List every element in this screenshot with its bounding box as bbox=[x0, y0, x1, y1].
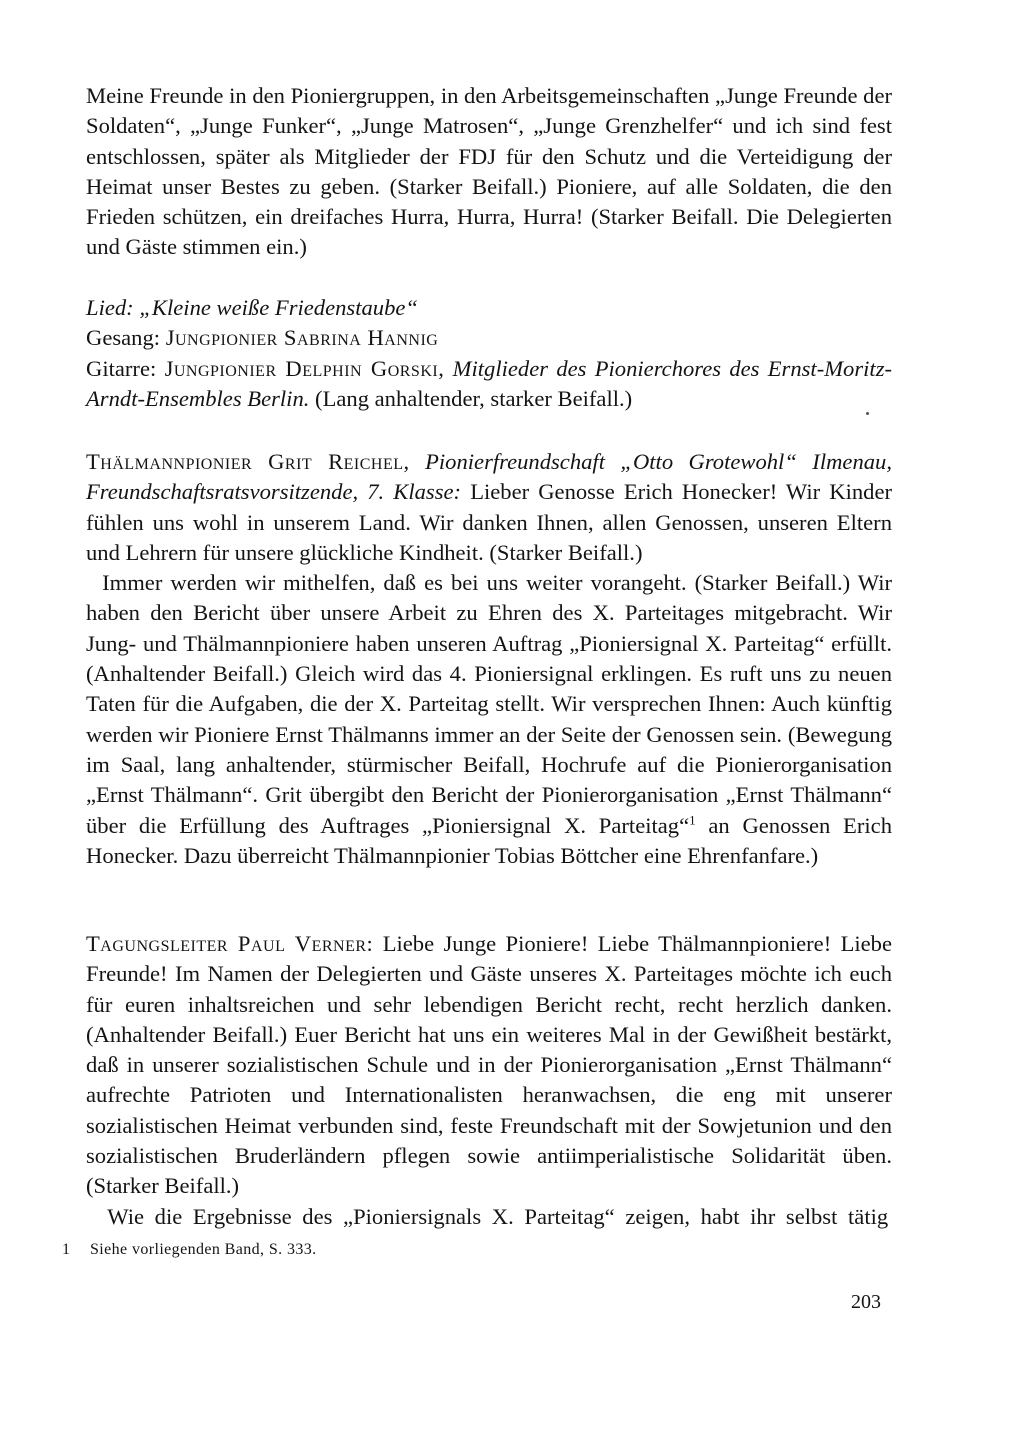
song-line-gesang bbox=[86, 323, 892, 353]
verner-paragraph-1 bbox=[86, 929, 892, 1202]
speech-text: Wie die Ergebnisse des „Pioniersignals X. Parteitag“ zeigen, habt ihr selbst tätig bbox=[107, 1203, 889, 1229]
speech-text: Liebe Junge Pioniere! Liebe Thälmannpioniere! Liebe Freunde! Im Namen der Delegierten und Gäste unseres X. Parteitages möchte ich euch für euren inhaltsreichen und sehr lebendigen Bericht recht, recht herzlich danken. (Anhaltender Beifall.) Euer Bericht hat uns ein weiteres Mal in der Gewißheit bestärkt, daß in unserer sozialistischen Schule und in der Pionierorganisation „Ernst Thälmann“ aufrechte Patrioten und Internationalisten heranwachsen, die eng mit unserer sozialistischen Heimat verbunden sind, feste Freundschaft mit der Sowjetunion und den sozialistischen Bruderländern pflegen sowie antiimperialistische Solidarität üben. (Starker Beifall.) bbox=[86, 931, 892, 1199]
lied-label: Lied: bbox=[86, 295, 134, 320]
verner-paragraph-2 bbox=[86, 1202, 892, 1232]
page-number: 203 bbox=[851, 1291, 881, 1313]
speech-text: Lieber Genosse Erich Honecker! Wir Kinder fühlen uns wohl in unserem Land. Wir danken Ihnen, allen Genossen, unseren Eltern und Lehrern für unsere glückliche Kindheit. (Starker Beifall.) bbox=[86, 479, 892, 565]
speech-verner bbox=[86, 929, 892, 1232]
speck-mark bbox=[866, 412, 869, 415]
song-applause: (Lang anhaltender, starker Beifall.) bbox=[315, 385, 633, 411]
footnote bbox=[62, 1240, 317, 1260]
speaker-name: Tagungsleiter Paul Verner: bbox=[86, 931, 374, 956]
footnote-reference: 1 bbox=[689, 812, 696, 828]
gesang-performer: Jungpionier Sabrina Hannig bbox=[165, 325, 439, 351]
song-line-gitarre bbox=[86, 354, 892, 415]
reichel-paragraph-2 bbox=[86, 568, 892, 871]
footnote-text: Siehe vorliegenden Band, S. 333. bbox=[90, 1241, 317, 1258]
speech-reichel bbox=[86, 447, 892, 871]
ensemble-name: Mitglieder des Pionierchores des Ernst-Moritz-Arndt-Ensembles Berlin. bbox=[86, 355, 893, 411]
paragraph-text: Meine Freunde in den Pioniergruppen, in den Arbeitsgemeinschaften „Junge Freunde der Soldaten“, „Junge Funker“, „Junge Matrosen“, „Junge Grenzhelfer“ und ich sind fest entschlossen, später als Mitglieder der FDJ für den Schutz und die Verteidigung der Heimat unser Bestes zu geben. (Starker Beifall.) Pioniere, auf alle Soldaten, die den Frieden schützen, ein dreifaches Hurra, Hurra, Hurra! (Starker Beifall. Die Delegierten und Gäste stimmen ein.) bbox=[86, 83, 892, 260]
reichel-paragraph-1 bbox=[86, 447, 892, 568]
song-line-lied bbox=[86, 293, 892, 323]
paragraph-pioneer-pledge bbox=[86, 81, 892, 263]
speaker-name: Thälmannpionier Grit Reichel, bbox=[86, 449, 410, 474]
speech-text: Immer werden wir mithelfen, daß es bei uns weiter vorangeht. (Starker Beifall.) Wir haben den Bericht über unsere Arbeit zu Ehren des X. Parteitages mitgebracht. Wir Jung- und Thälmannpioniere haben unseren Auftrag „Pioniersignal X. Parteitag“ erfüllt. (Anhaltender Beifall.) Gleich wird das 4. Pioniersignal erklingen. Es ruft uns zu neuen Taten für die Aufgaben, die der X. Parteitag stellt. Wir versprechen Ihnen: Auch künftig werden wir Pioniere Ernst Thälmanns immer an der Seite der Genossen sein. (Bewegung im Saal, lang anhaltender, stürmischer Beifall, Hochrufe auf die Pionierorganisation „Ernst Thälmann“. Grit übergibt den Bericht der Pionierorganisation „Ernst Thälmann“ über die Erfüllung des Auftrages „Pioniersignal X. Parteitag“ bbox=[86, 570, 893, 838]
footnote-number: 1 bbox=[62, 1241, 71, 1258]
gitarre-label: Gitarre: bbox=[86, 355, 157, 381]
speech-text-end: an Genossen Erich Honecker. Dazu überreicht Thälmannpionier Tobias Böttcher eine Ehrenfanfare.) bbox=[86, 812, 892, 868]
speaker-role: Pionierfreundschaft „Otto Grotewohl“ Ilmenau, Freundschaftsratsvorsitzende, 7. Klasse: bbox=[86, 449, 892, 505]
lied-title: „Kleine weiße Friedenstaube“ bbox=[139, 295, 418, 320]
gesang-label: Gesang: bbox=[86, 325, 161, 351]
song-credits bbox=[86, 293, 892, 414]
gitarre-performer: Jungpionier Delphin Gorski, bbox=[164, 355, 445, 381]
